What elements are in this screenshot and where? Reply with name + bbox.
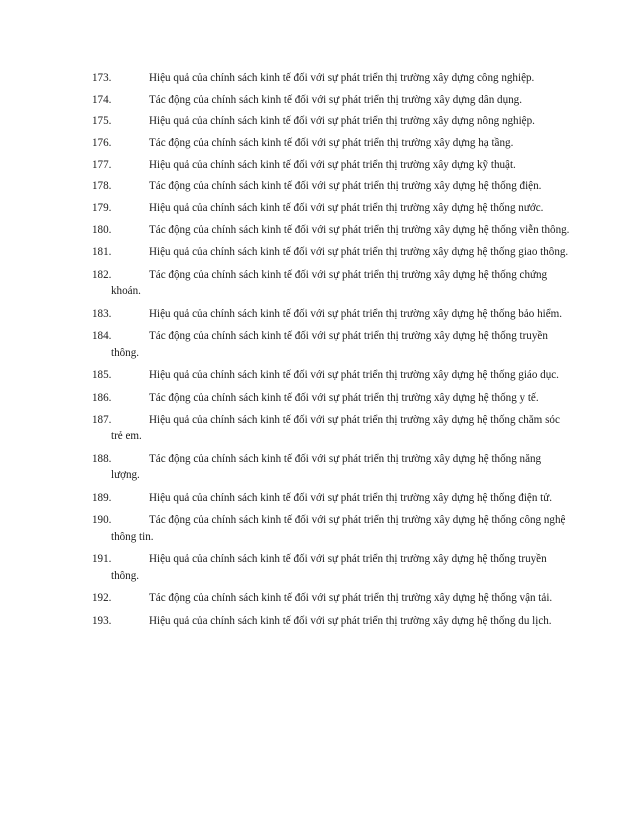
item-number: 178.: [92, 180, 112, 193]
item-number: 187.: [92, 413, 112, 426]
numbered-topic-list: [92, 70, 572, 635]
item-number: 191.: [92, 553, 112, 565]
item-number: 179.: [92, 202, 112, 215]
item-number: 177.: [92, 158, 112, 171]
list-item: [92, 70, 572, 87]
list-item: [92, 200, 572, 217]
list-item: [92, 92, 572, 109]
list-item: [92, 590, 572, 607]
list-item: [92, 551, 572, 584]
list-item: [92, 390, 572, 407]
list-item: [92, 490, 572, 507]
item-number: 185.: [92, 369, 112, 382]
item-text: Hiệu quả của chính sách kinh tế đối với sự phát triển thị trường xây dựng hệ thống chăm sóc trẻ em.: [111, 413, 560, 442]
item-text: Hiệu quả của chính sách kinh tế đối với sự phát triển thị trường xây dựng kỹ thuật.: [149, 158, 516, 171]
list-item: [92, 512, 572, 545]
list-item: [92, 244, 572, 261]
item-number: 181.: [92, 246, 112, 259]
list-item: [92, 328, 572, 361]
item-text: Tác động của chính sách kinh tế đối với sự phát triển thị trường xây dựng hệ thống công nghệ thông tin.: [111, 514, 566, 543]
item-text: Hiệu quả của chính sách kinh tế đối với sự phát triển thị trường xây dựng hệ thống du lịch.: [149, 614, 552, 627]
list-item: [92, 222, 572, 239]
list-item: [92, 367, 572, 384]
item-text: Hiệu quả của chính sách kinh tế đối với sự phát triển thị trường xây dựng hệ thống bảo hiểm.: [149, 307, 563, 320]
list-item: [92, 157, 572, 174]
list-item: [92, 412, 572, 445]
item-number: 189.: [92, 491, 112, 504]
item-number: 190.: [92, 514, 112, 526]
list-item: [92, 451, 572, 484]
item-number: 180.: [92, 223, 112, 236]
item-text: Tác động của chính sách kinh tế đối với sự phát triển thị trường xây dựng hệ thống chứng khoán.: [111, 268, 548, 298]
item-text: Hiệu quả của chính sách kinh tế đối với sự phát triển thị trường xây dựng hệ thống điện tử.: [149, 491, 553, 504]
list-item: [92, 306, 572, 323]
item-text: Tác động của chính sách kinh tế đối với sự phát triển thị trường xây dựng hạ tầng.: [149, 137, 514, 150]
item-number: 193.: [92, 614, 112, 627]
item-text: Tác động của chính sách kinh tế đối với sự phát triển thị trường xây dựng hệ thống năng lượng.: [111, 452, 542, 481]
item-text: Hiệu quả của chính sách kinh tế đối với sự phát triển thị trường xây dựng hệ thống nước.: [149, 202, 544, 215]
item-number: 188.: [92, 452, 112, 465]
list-item: [92, 613, 572, 630]
item-text: Hiệu quả của chính sách kinh tế đối với sự phát triển thị trường xây dựng hệ thống giao thông.: [149, 246, 569, 259]
item-number: 184.: [92, 330, 112, 343]
item-number: 182.: [92, 268, 112, 281]
item-text: Hiệu quả của chính sách kinh tế đối với sự phát triển thị trường xây dựng nông nghiệp.: [149, 115, 535, 128]
item-text: Tác động của chính sách kinh tế đối với sự phát triển thị trường xây dựng hệ thống vận tải.: [149, 592, 553, 604]
item-number: 186.: [92, 391, 112, 404]
item-text: Tác động của chính sách kinh tế đối với sự phát triển thị trường xây dựng hệ thống truyền thông.: [111, 330, 548, 359]
item-text: Tác động của chính sách kinh tế đối với sự phát triển thị trường xây dựng hệ thống y tế.: [149, 391, 539, 404]
item-text: Hiệu quả của chính sách kinh tế đối với sự phát triển thị trường xây dựng hệ thống truyền thông.: [111, 553, 547, 582]
item-text: Hiệu quả của chính sách kinh tế đối với sự phát triển thị trường xây dựng hệ thống giáo dục.: [149, 369, 559, 382]
item-text: Tác động của chính sách kinh tế đối với sự phát triển thị trường xây dựng hệ thống viễn thông.: [149, 223, 570, 236]
item-number: 174.: [92, 93, 112, 106]
item-text: Tác động của chính sách kinh tế đối với sự phát triển thị trường xây dựng dân dụng.: [149, 93, 522, 106]
list-item: [92, 135, 572, 152]
item-number: 173.: [92, 72, 112, 84]
item-number: 175.: [92, 115, 112, 128]
item-text: Tác động của chính sách kinh tế đối với sự phát triển thị trường xây dựng hệ thống điện.: [149, 180, 542, 193]
item-number: 176.: [92, 137, 112, 150]
list-item: [92, 267, 572, 300]
list-item: [92, 178, 572, 195]
item-text: Hiệu quả của chính sách kinh tế đối với sự phát triển thị trường xây dựng công nghiệp.: [149, 72, 535, 84]
item-number: 192.: [92, 592, 112, 604]
list-item: [92, 113, 572, 130]
item-number: 183.: [92, 307, 112, 320]
